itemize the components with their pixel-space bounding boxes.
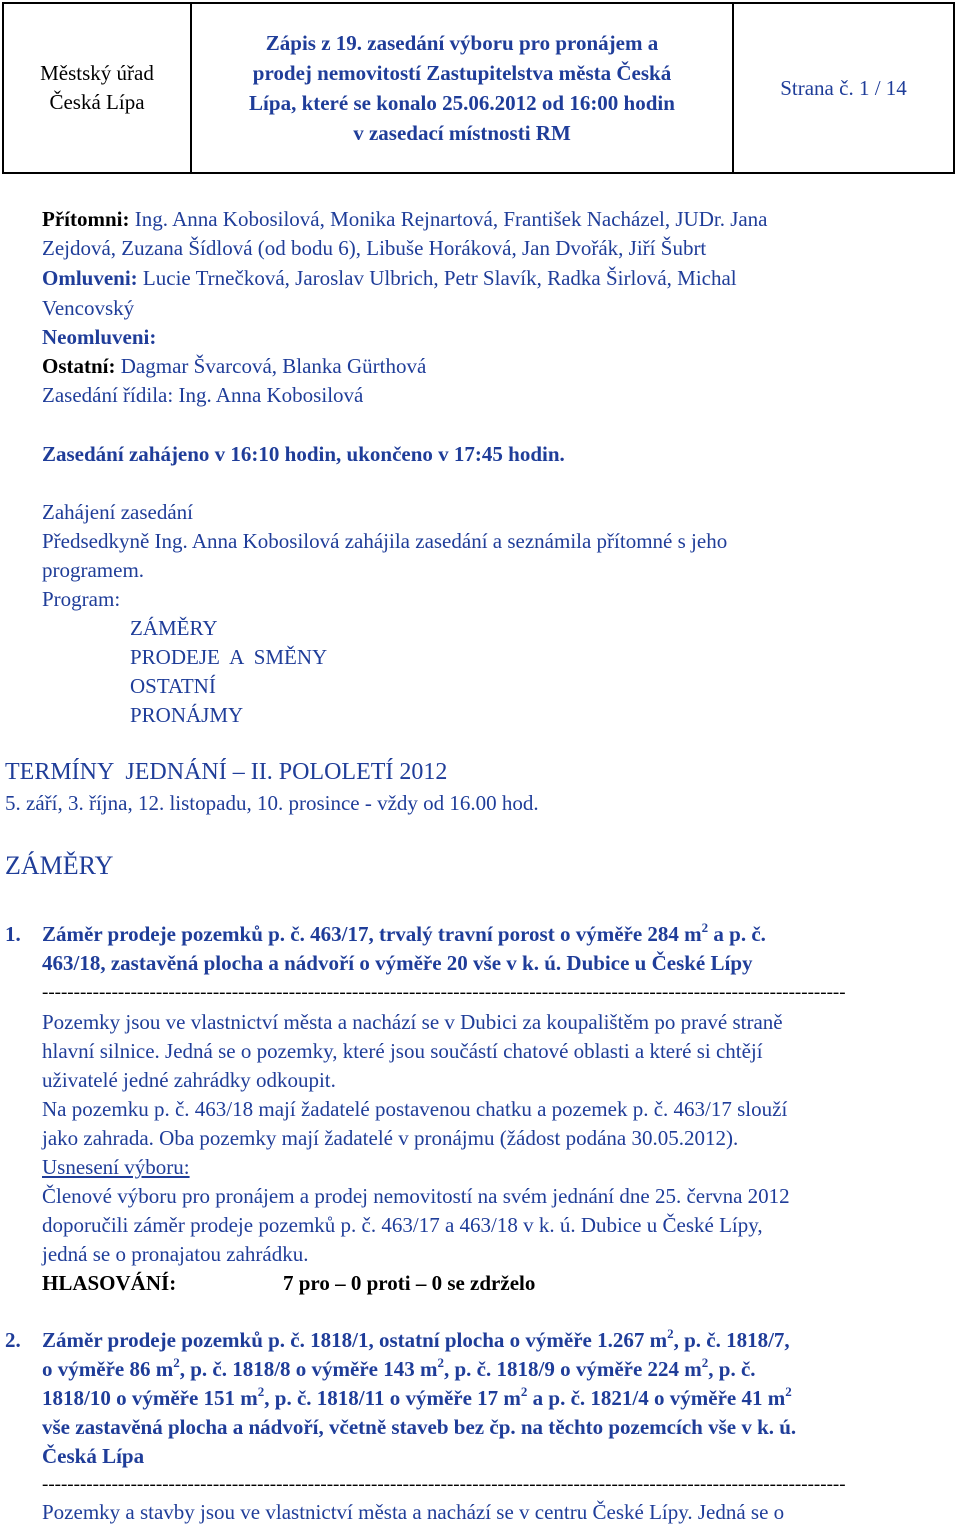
title-line: prodej nemovitostí Zastupitelstva města Česká (252, 61, 672, 85)
excused-names: Lucie Trnečková, Jaroslav Ulbrich, Petr Slavík, Radka Širlová, Michal (142, 266, 737, 290)
vote-label: HLASOVÁNÍ: (42, 1271, 177, 1295)
item-title-cont: o výměře 86 $m^2$, p. č. 1818/8 o výměře 143 $m^2$, p. č. 1818/9 o výměře 224 $m^2$, p. č. (42, 1355, 756, 1381)
item-description: Pozemky jsou ve vlastnictví města a nachází se v Dubici za koupalištěm po pravé straně (42, 1010, 783, 1034)
resolution-text: doporučili záměr prodeje pozemků p. č. 463/17 a 463/18 v k. ú. Dubice u České Lípy, (42, 1213, 763, 1237)
separator-line: ------------------------------------------------------------------------------------------------------------------------------- (42, 983, 846, 1003)
terms-dates: 5. září, 3. října, 12. listopadu, 10. prosince - vždy od 16.00 hod. (5, 791, 539, 815)
section-heading: ZÁMĚRY (5, 851, 114, 880)
opening-heading: Zahájení zasedání (42, 500, 193, 524)
title-cell (192, 4, 734, 172)
present-line (42, 205, 768, 233)
opening-text-cont: programem. (42, 558, 145, 582)
others-line (42, 352, 426, 380)
item-description: uživatelé jedné zahrádky odkoupit. (42, 1068, 336, 1092)
excused-names-cont: Vencovský (42, 296, 135, 320)
vote-result: 7 pro – 0 proti – 0 se zdrželo (283, 1271, 536, 1295)
item-description: jako zahrada. Oba pozemky mají žadatelé v pronájmu (žádost podána 30.05.2012). (42, 1126, 739, 1150)
item-title: Záměr prodeje pozemků p. č. 1818/1, ostatní plocha o výměře 1.267 $m^2$, p. č. 1818/7, (42, 1326, 790, 1352)
program-item: OSTATNÍ (130, 674, 216, 698)
item-number: 2. (5, 1328, 21, 1352)
present-names-cont: Zejdová, Zuzana Šídlová (od bodu 6), Libuše Horáková, Jan Dvořák, Jiří Šubrt (42, 236, 707, 260)
unexcused-label: Neomluveni: (42, 325, 157, 349)
item-description: hlavní silnice. Jedná se o pozemky, které jsou součástí chatové oblasti a které si chtějí (42, 1039, 763, 1063)
separator-line: ------------------------------------------------------------------------------------------------------------------------------- (42, 1475, 846, 1495)
resolution-text: Členové výboru pro pronájem a prodej nemovitostí na svém jednání dne 25. června 2012 (42, 1184, 790, 1208)
title-line: Lípa, které se konalo 25.06.2012 od 16:00 hodin (249, 91, 675, 115)
item-title-cont: 463/18, zastavěná plocha a nádvoří o výměře 20 vše v k. ú. Dubice u České Lípy (42, 951, 753, 975)
program-item: ZÁMĚRY (130, 616, 218, 640)
item-title-cont: 1818/10 o výměře 151 $m^2$, p. č. 1818/11 o výměře 17 $m^2$ a p. č. 1821/4 o výměře 41 $m^2$ (42, 1384, 792, 1410)
others-names: Dagmar Švarcová, Blanka Gürthová (120, 354, 427, 378)
page-number: Strana č. 1 / 14 (780, 75, 907, 100)
program-label: Program: (42, 587, 121, 611)
item-number: 1. (5, 922, 21, 946)
program-item: PRODEJE A SMĚNY (130, 645, 328, 669)
title-line: Zápis z 19. zasedání výboru pro pronájem a (265, 31, 659, 55)
office-city: Česká Lípa (49, 90, 145, 114)
excused-line (42, 264, 737, 292)
meeting-time: Zasedání zahájeno v 16:10 hodin, ukončeno v 17:45 hodin. (42, 442, 565, 466)
program-item: PRONÁJMY (130, 703, 244, 727)
office-cell (4, 4, 192, 172)
title-line: v zasedací místnosti RM (353, 121, 571, 145)
item-title-cont: vše zastavěná plocha a nádvoří, včetně staveb bez čp. na těchto pozemcích vše v k. ú. (42, 1415, 797, 1439)
office-name: Městský úřad (40, 61, 154, 85)
item-title-cont: Česká Lípa (42, 1444, 145, 1468)
item-title: Záměr prodeje pozemků p. č. 463/17, trvalý travní porost o výměře 284 $m^2$ a p. č. (42, 920, 766, 946)
others-label: Ostatní: (42, 354, 116, 378)
document-header (2, 2, 955, 174)
resolution-text: jedná se o pronajatou zahrádku. (42, 1242, 309, 1266)
item-description: Pozemky a stavby jsou ve vlastnictví města a nachází se v centru České Lípy. Jedná se o (42, 1500, 785, 1524)
present-label: Přítomni: (42, 207, 130, 231)
present-names: Ing. Anna Kobosilová, Monika Rejnartová, František Nacházel, JUDr. Jana (134, 207, 768, 231)
item-description: Na pozemku p. č. 463/18 mají žadatelé postavenou chatku a pozemek p. č. 463/17 slouží (42, 1097, 788, 1121)
resolution-label: Usnesení výboru: (42, 1155, 190, 1179)
terms-heading: TERMÍNY JEDNÁNÍ – II. POLOLETÍ 2012 (5, 759, 448, 785)
chair-line: Zasedání řídila: Ing. Anna Kobosilová (42, 383, 364, 407)
page-number-cell (734, 4, 953, 172)
opening-text: Předsedkyně Ing. Anna Kobosilová zahájila zasedání a seznámila přítomné s jeho (42, 529, 728, 553)
excused-label: Omluveni: (42, 266, 138, 290)
